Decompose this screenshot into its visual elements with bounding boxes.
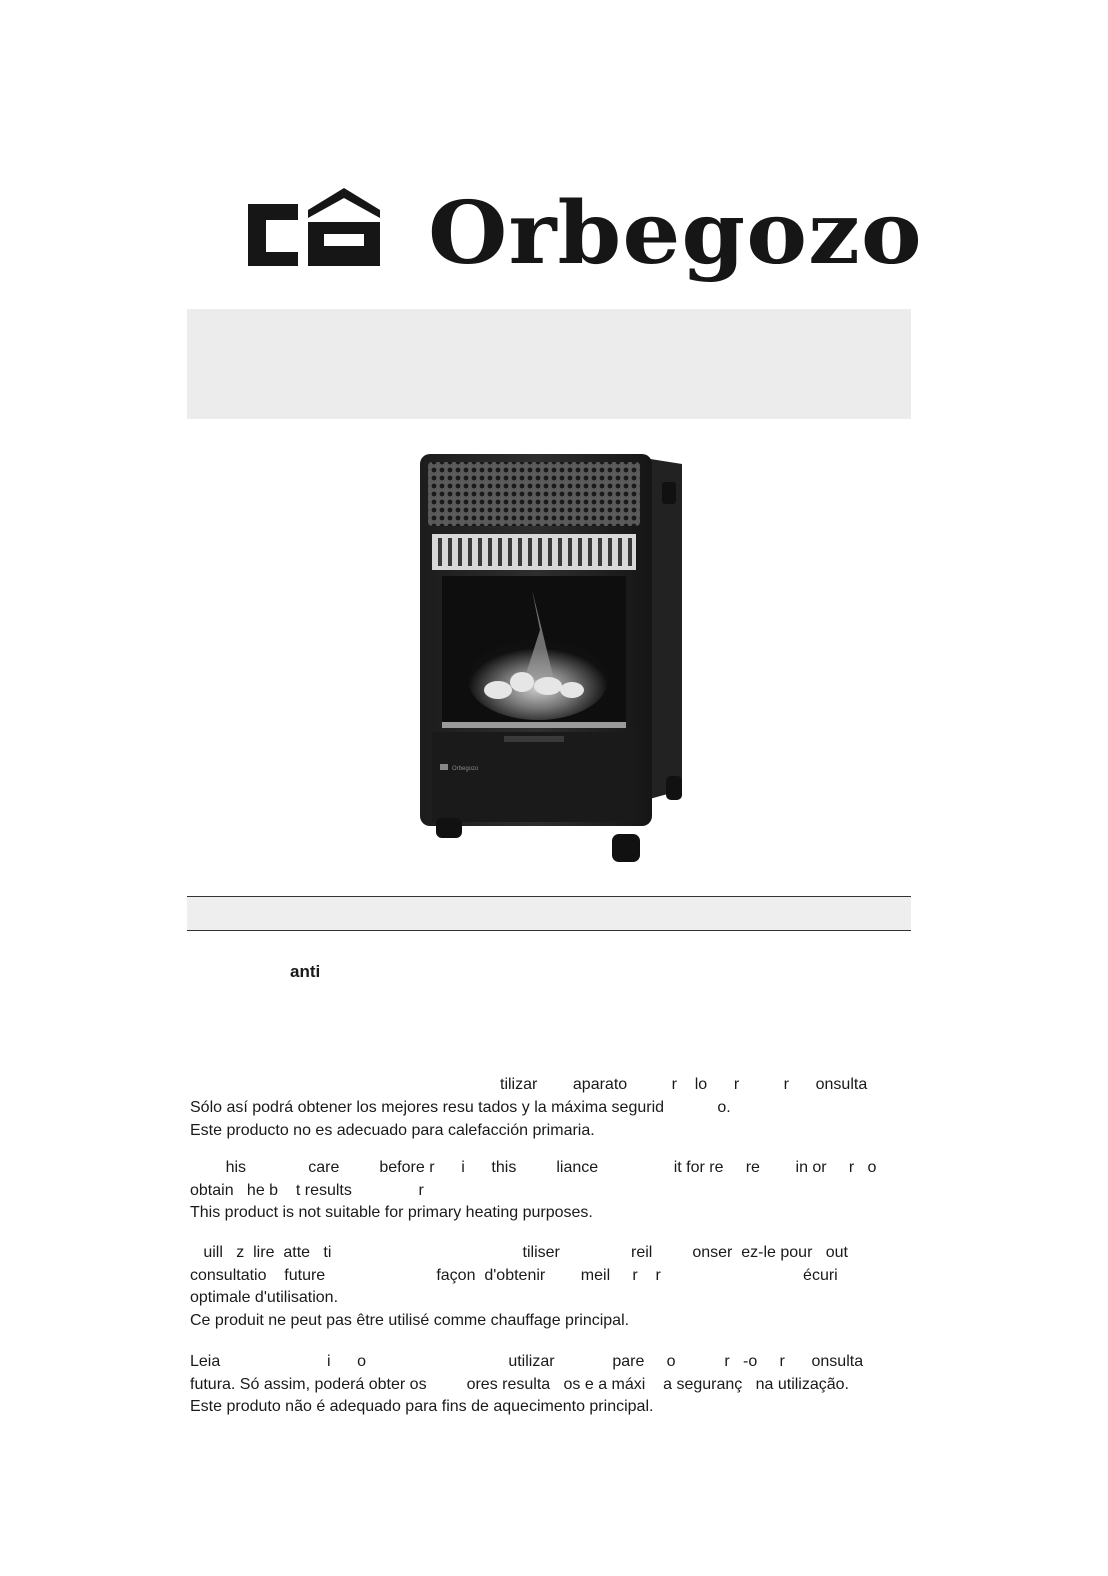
pt-line-3: Este produto não é adequado para fins de aquecimento principal. — [190, 1398, 654, 1415]
es-line-1: tilizar aparato r lo r r onsulta — [500, 1076, 868, 1093]
pt-line-2: futura. Só assim, poderá obter os ores resulta os e a máxi a seguranç na utilização. — [190, 1376, 849, 1393]
section-band — [187, 897, 911, 930]
title-banner — [187, 309, 911, 419]
pt-line-1: Leia i o utilizar pare o r -o r onsulta — [190, 1353, 864, 1370]
fr-line-2: consultatio future façon d'obtenir meil r r écuri — [190, 1267, 838, 1284]
fr-line-3: optimale d'utilisation. — [190, 1289, 339, 1306]
es-line-3: Este producto no es adecuado para calefacción primaria. — [190, 1122, 595, 1139]
section-heading: anti — [290, 962, 321, 981]
divider-bottom — [187, 930, 911, 931]
en-line-3: This product is not suitable for primary heating purposes. — [190, 1204, 593, 1221]
heater-badge: Orbegozo — [452, 766, 479, 772]
en-line-2: obtain he b t results r — [190, 1182, 424, 1199]
brand-logo — [246, 183, 923, 286]
es-line-2: Sólo así podrá obtener los mejores resu tados y la máxima segurid o. — [190, 1099, 731, 1116]
en-line-1: his care before r i this liance it for re re in or r o — [190, 1159, 877, 1176]
gas-heater-illustration — [414, 450, 686, 866]
fr-line-1: uill z lire atte ti tiliser reil onser ez-le pour out — [190, 1244, 848, 1261]
house-logo-icon — [246, 186, 386, 286]
fr-line-4: Ce produit ne peut pas être utilisé comme chauffage principal. — [190, 1312, 630, 1329]
brand-wordmark: Orbegozo — [428, 183, 923, 284]
